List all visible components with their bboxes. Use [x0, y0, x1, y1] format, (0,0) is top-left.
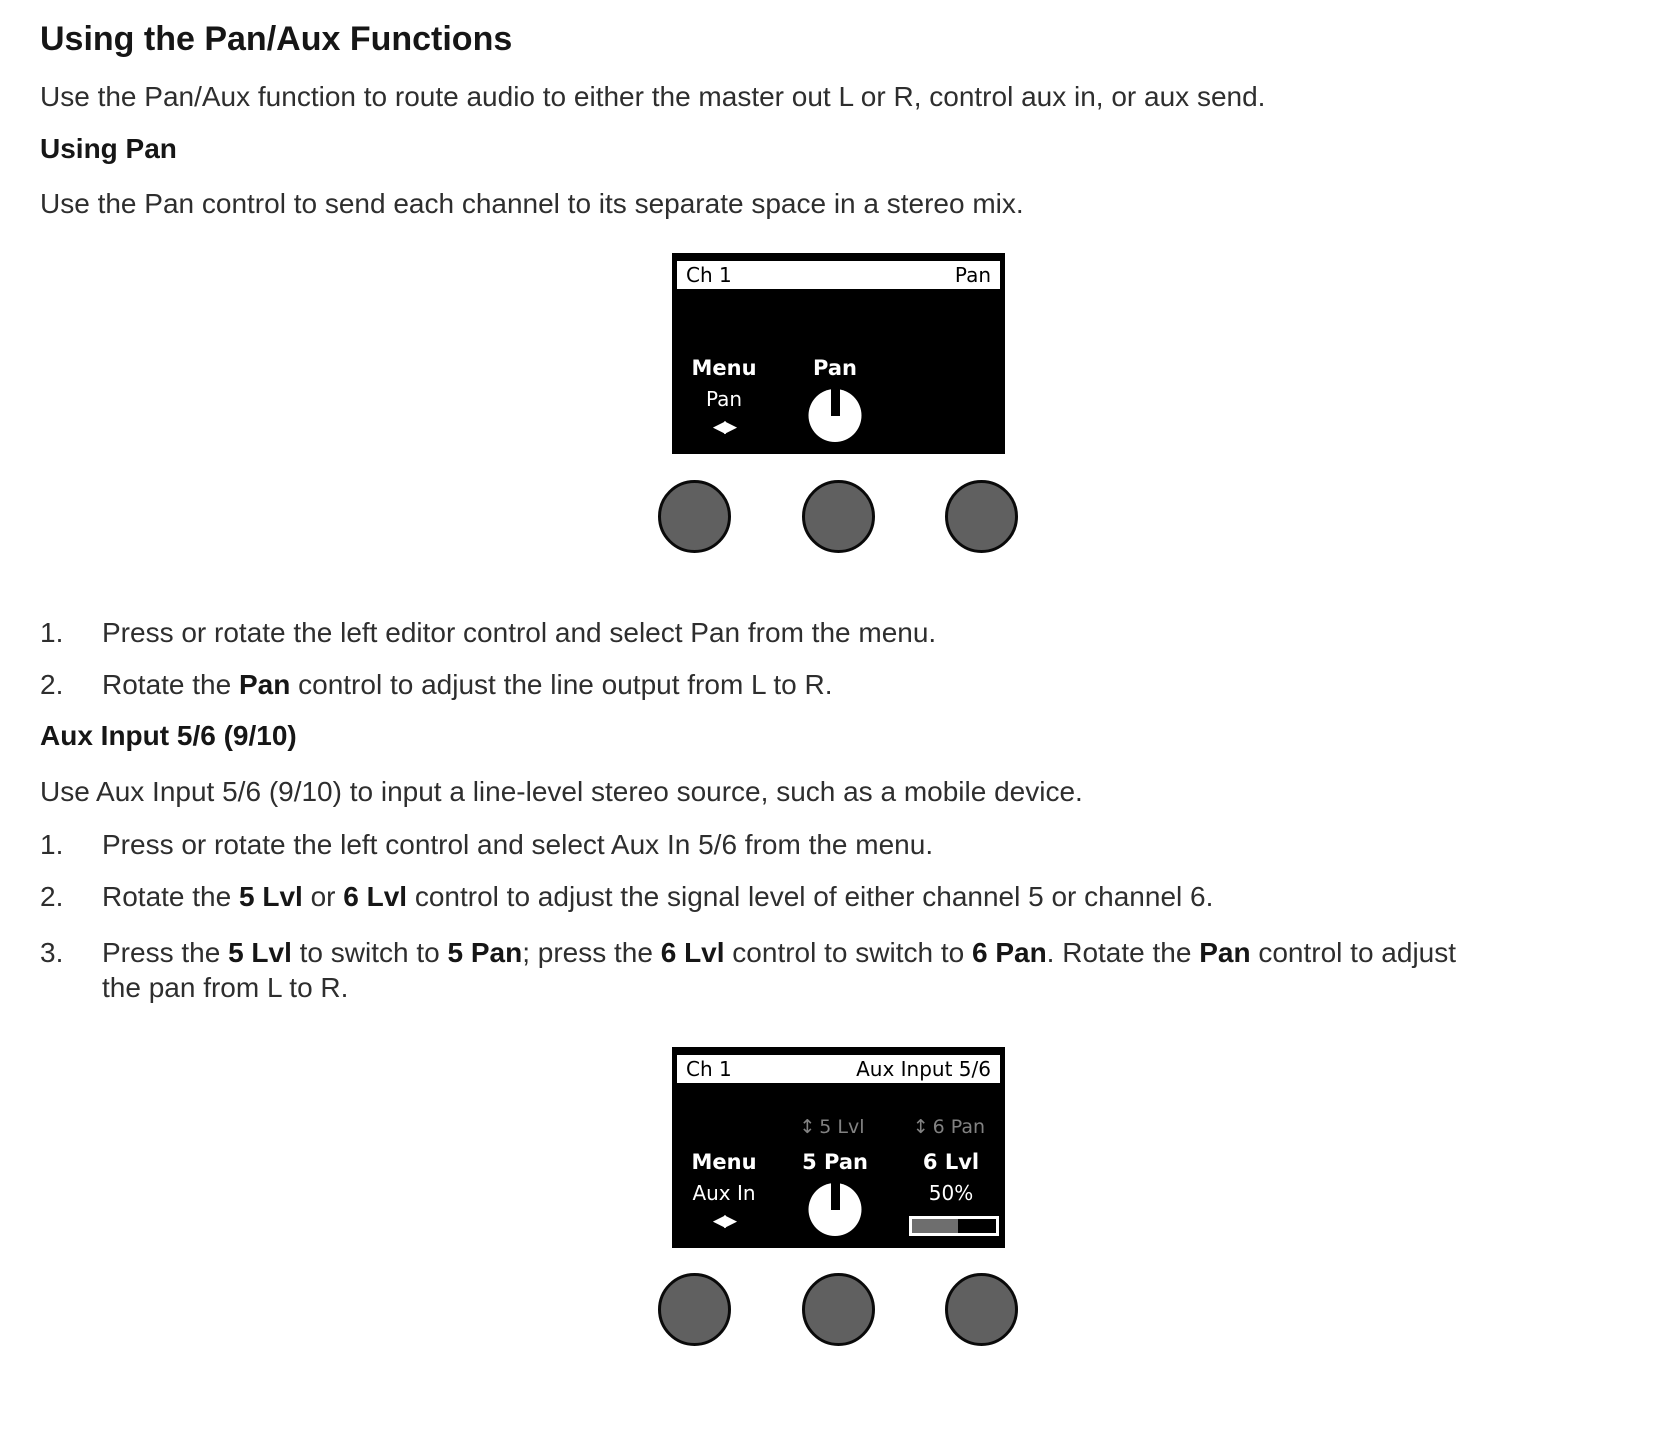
section-heading-using-pan: Using Pan [40, 133, 177, 164]
section-heading-aux-input: Aux Input 5/6 (9/10) [40, 720, 297, 751]
rotary-knob-left [658, 480, 731, 553]
list-item [40, 827, 1460, 862]
lcd-header [677, 1055, 1000, 1083]
rotary-knob-left [658, 1273, 731, 1346]
list-number: 1. [40, 617, 64, 648]
menu-selected-value: Aux In [692, 1181, 756, 1205]
alt-function-label: 5 Lvl [819, 1116, 865, 1138]
channel-label: Ch 1 [686, 263, 732, 287]
list-text: Press or rotate the left editor control and select Pan from the menu. [102, 617, 937, 648]
list-number: 2. [40, 881, 64, 912]
pan-section-body: Use the Pan control to send each channel to its separate space in a stereo mix. [40, 188, 1024, 219]
list-text: Rotate the Pan control to adjust the line output from L to R. [102, 669, 833, 700]
rotary-knob-right [945, 480, 1018, 553]
channel-label: Ch 1 [686, 1057, 732, 1081]
list-number: 3. [40, 937, 64, 968]
alt-function-hint [800, 1118, 865, 1137]
alt-function-label: 6 Pan [932, 1116, 986, 1138]
intro-paragraph: Use the Pan/Aux function to route audio to either the master out L or R, control aux in, or aux send. [40, 81, 1266, 112]
aux-section-body: Use Aux Input 5/6 (9/10) to input a line-level stereo source, such as a mobile device. [40, 776, 1083, 807]
menu-selected-value: Pan [705, 387, 743, 411]
list-item [40, 615, 1460, 650]
list-item [40, 879, 1460, 914]
level-soft-label: 6 Lvl [922, 1150, 980, 1174]
list-number: 2. [40, 669, 64, 700]
lcd-screen-pan [672, 253, 1005, 454]
screen-mode-label: Pan [954, 263, 991, 287]
menu-soft-label: Menu [691, 356, 757, 380]
list-number: 1. [40, 829, 64, 860]
progress-fill [912, 1219, 958, 1233]
rotary-knob-middle [802, 1273, 875, 1346]
list-text: Rotate the 5 Lvl or 6 Lvl control to adjust the signal level of either channel 5 or channel 6. [102, 881, 1214, 912]
left-right-arrows-icon: ◀▶ [712, 1211, 736, 1231]
knob-indicator-icon [809, 1183, 862, 1236]
rotary-knob-right [945, 1273, 1018, 1346]
level-value: 50% [928, 1181, 974, 1205]
lcd-screen-aux-input [672, 1047, 1005, 1248]
up-down-arrow-icon: ↕ [799, 1116, 816, 1138]
list-item [40, 935, 1460, 1005]
page-title: Using the Pan/Aux Functions [40, 20, 513, 58]
knob-indicator-icon [809, 389, 862, 442]
left-right-arrows-icon: ◀▶ [712, 417, 736, 437]
list-text: Press the 5 Lvl to switch to 5 Pan; press the 6 Lvl control to switch to 6 Pan. Rotate the Pan control to adjust the pan from L to R. [102, 937, 1457, 1003]
up-down-arrow-icon: ↕ [912, 1116, 929, 1138]
pan-soft-label: 5 Pan [802, 1150, 868, 1174]
level-progress-bar [909, 1216, 999, 1236]
list-text: Press or rotate the left control and select Aux In 5/6 from the menu. [102, 829, 934, 860]
pan-soft-label: Pan [813, 356, 857, 380]
menu-soft-label: Menu [691, 1150, 757, 1174]
list-item [40, 667, 1460, 702]
alt-function-hint [913, 1118, 985, 1137]
screen-mode-label: Aux Input 5/6 [856, 1057, 991, 1081]
lcd-header [677, 261, 1000, 289]
rotary-knob-middle [802, 480, 875, 553]
